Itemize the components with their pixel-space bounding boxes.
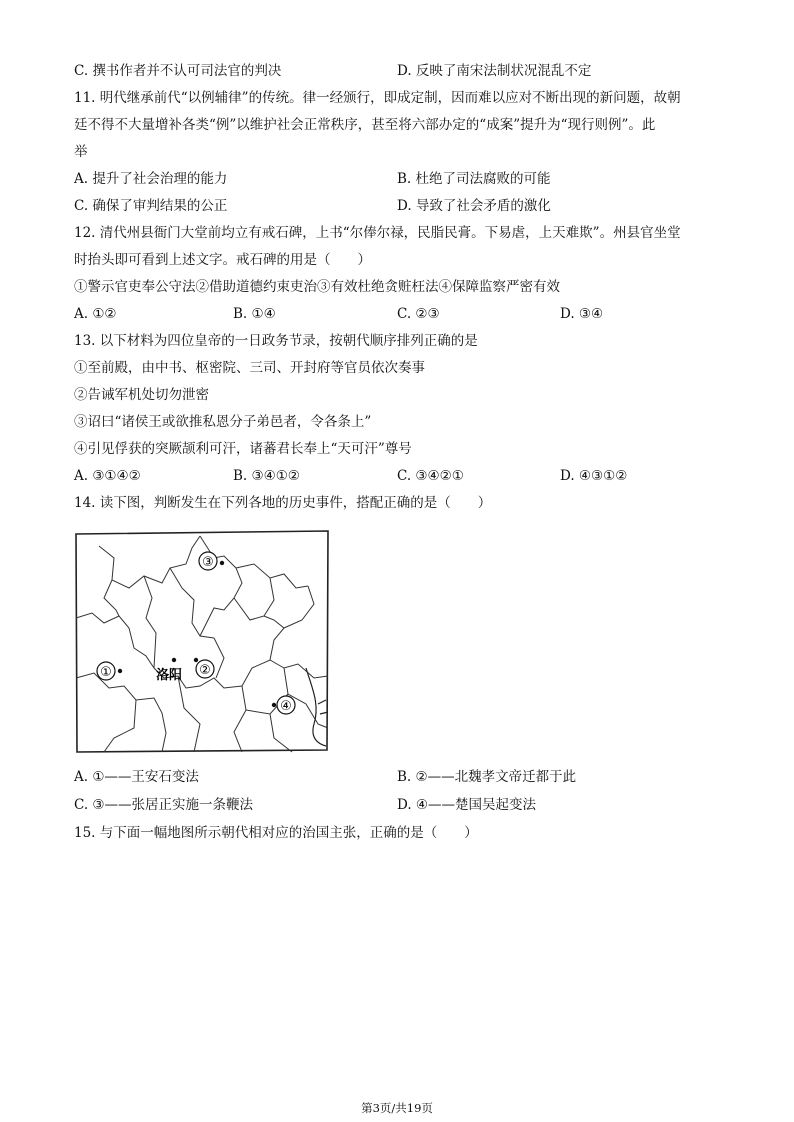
map-marker-4-label: ④ (280, 699, 292, 714)
map-city-luoyang-label: 洛阳 (156, 668, 183, 683)
map-marker-1-label: ① (100, 665, 112, 680)
q12-option-c: C. ②③ (397, 306, 440, 322)
q14-option-c: C. ③——张居正实施一条鞭法 (74, 797, 254, 813)
q13-item-3: ③诏曰“诸侯王或欲推私恩分子弟邑者，令各条上” (74, 414, 372, 430)
map-coast (306, 668, 328, 746)
map-marker-4 (272, 696, 295, 714)
q13-item-2: ②告诫军机处切勿泄密 (74, 387, 209, 403)
q13-item-1: ①至前殿，由中书、枢密院、三司、开封府等官员依次奏事 (74, 360, 425, 376)
q13-option-c: C. ③④②① (397, 468, 464, 484)
q12-option-d: D. ③④ (560, 306, 604, 322)
map-marker-2 (194, 658, 214, 678)
q10-option-d: D. 反映了南宋法制状况混乱不定 (397, 63, 592, 79)
q13-item-4: ④引见俘获的突厥颉利可汗，诸蕃君长奉上“天可汗”尊号 (74, 441, 412, 457)
q14-map (74, 528, 330, 754)
q14-option-b: B. ②——北魏孝文帝迁都于此 (397, 769, 577, 785)
q14-stem: 14. 读下图，判断发生在下列各地的历史事件，搭配正确的是（ ） (74, 495, 492, 511)
q12-stem-line1: 12. 清代州县衙门大堂前均立有戒石碑，上书“尔俸尔禄，民脂民膏。下易虐，上天难欺”。州县官坐堂 (74, 225, 681, 241)
q12-items: ①警示官吏奉公守法②借助道德约束吏治③有效杜绝贪赃枉法④保障监察严密有效 (74, 279, 560, 295)
q11-option-c: C. 确保了审判结果的公正 (74, 198, 228, 214)
q13-option-b: B. ③④①② (233, 468, 300, 484)
q10-option-c: C. 撰书作者并不认可司法官的判决 (74, 63, 282, 79)
q12-option-b: B. ①④ (233, 306, 276, 322)
q11-option-b: B. 杜绝了司法腐败的可能 (397, 171, 551, 187)
q11-option-d: D. 导致了社会矛盾的激化 (397, 198, 551, 214)
q14-option-d: D. ④——楚国吴起变法 (397, 797, 537, 813)
q13-option-d: D. ④③①② (560, 468, 628, 484)
q11-stem-line3: 举 (74, 144, 88, 160)
map-marker-3 (199, 552, 224, 570)
map-marker-2-label: ② (199, 663, 211, 678)
q11-stem-line1: 11. 明代继承前代“以例辅律”的传统。律一经颁行，即成定制，因而难以应对不断出现的新问题，故朝 (74, 90, 681, 106)
map-marker-1 (97, 662, 122, 680)
q11-stem-line2: 廷不得不大量增补各类“例”以维护社会正常秩序，甚至将六部办定的“成案”提升为“现行则例”。此 (74, 117, 656, 133)
q12-option-a: A. ①② (74, 306, 117, 322)
map-city-luoyang (156, 658, 182, 683)
q13-option-a: A. ③①④② (74, 468, 141, 484)
q13-stem: 13. 以下材料为四位皇帝的一日政务节录，按朝代顺序排列正确的是 (74, 333, 478, 349)
q15-stem: 15. 与下面一幅地图所示朝代相对应的治国主张，正确的是（ ） (74, 825, 478, 841)
q12-stem-line2: 时抬头即可看到上述文字。戒石碑的用是（ ） (74, 252, 371, 268)
q11-option-a: A. 提升了社会治理的能力 (74, 171, 228, 187)
page-number: 第3页/共19页 (361, 1101, 433, 1115)
q14-option-a: A. ①——王安石变法 (74, 769, 199, 785)
map-marker-3-label: ③ (202, 555, 214, 570)
